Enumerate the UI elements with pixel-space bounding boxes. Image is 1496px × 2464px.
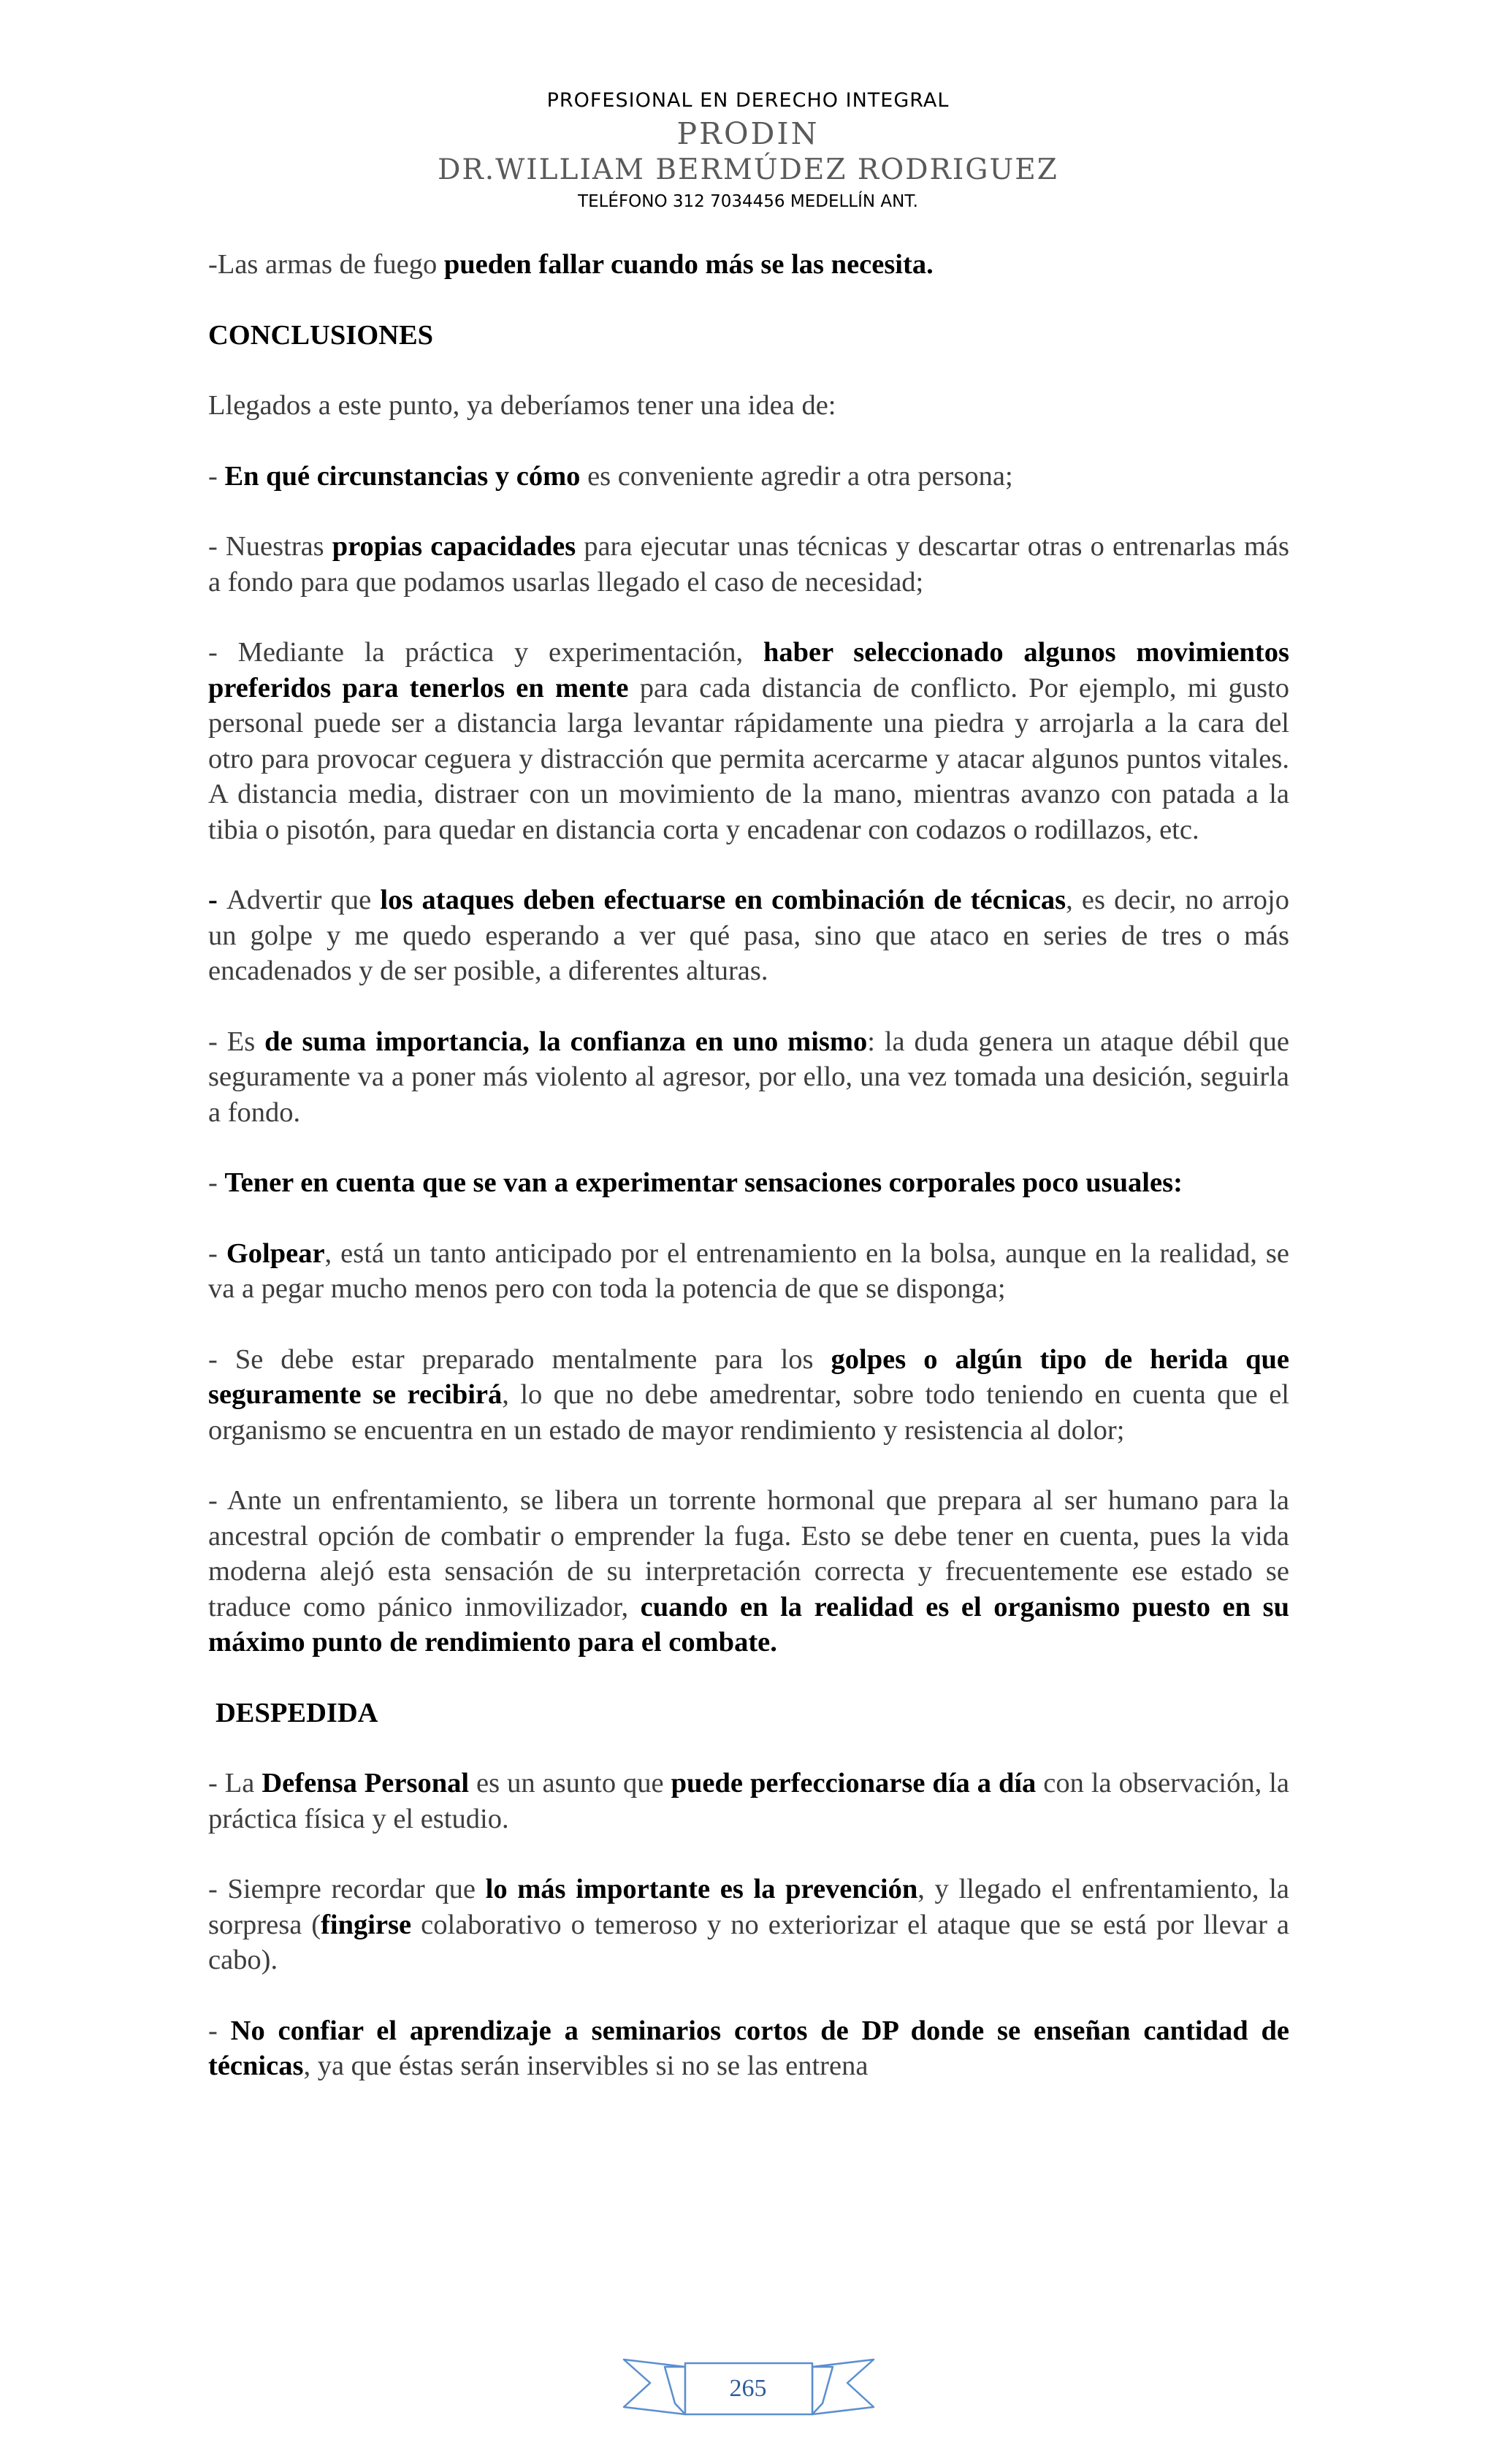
- bold-run: cuando en la realidad es el organismo puesto en su máximo punto de rendimiento para el combate.: [208, 1591, 1289, 1658]
- bold-run: fingirse: [321, 1909, 412, 1940]
- text-run: : la duda genera un ataque débil que seguramente va a poner más violento al agresor, por ello, una vez tomada una desición, seguirla a fondo.: [208, 1026, 1289, 1128]
- paragraph: [208, 388, 1289, 424]
- header-phone: TELÉFONO 312 7034456 MEDELLÍN ANT.: [578, 192, 918, 211]
- bold-run: No confiar el aprendizaje a seminarios cortos de DP donde se enseñan cantidad de técnicas: [208, 2015, 1289, 2081]
- text-run: - La: [208, 1768, 262, 1799]
- paragraph: [208, 1872, 1289, 1978]
- paragraph: [208, 1165, 1289, 1201]
- page-number: 265: [729, 2375, 767, 2402]
- text-run: Llegados a este punto, ya deberíamos tener una idea de:: [208, 390, 836, 421]
- text-run: - Ante un enfrentamiento, se libera un torrente hormonal que prepara al ser humano para la ancestral opción de combatir o emprender la fuga. Esto se debe tener en cuenta, pues la vida moderna alejó esta sensación de su interpretación correcta y frecuentemente ese estado se traduce como pánico inmovilizador,: [208, 1485, 1289, 1622]
- header-acronym: PRODIN: [676, 116, 820, 151]
- bold-run: puede perfeccionarse día a día: [671, 1768, 1037, 1799]
- paragraph: [208, 1342, 1289, 1449]
- text-run: -: [208, 1167, 225, 1198]
- text-run: -: [208, 2015, 231, 2046]
- text-run: colaborativo o temeroso y no exteriorizar el ataque que se está por llevar a cabo).: [208, 1909, 1289, 1975]
- bold-run: haber seleccionado algunos movimientos preferidos para tenerlos en mente: [208, 637, 1289, 703]
- bold-run: golpes o algún tipo de herida que seguramente se recibirá: [208, 1343, 1289, 1410]
- bold-run: Tener en cuenta que se van a experimentar sensaciones corporales poco usuales:: [224, 1167, 1183, 1198]
- text-run: - Es: [208, 1026, 265, 1057]
- header-author: DR.WILLIAM BERMÚDEZ RODRIGUEZ: [438, 153, 1058, 186]
- paragraph: [208, 1483, 1289, 1660]
- text-run: -Las armas de fuego: [208, 249, 444, 280]
- paragraph: [208, 882, 1289, 989]
- section-heading-conclusiones: CONCLUSIONES: [208, 319, 434, 351]
- paragraph: [208, 1236, 1289, 1307]
- bold-run: de suma importancia, la confianza en uno mismo: [264, 1026, 868, 1057]
- text-run: - Se debe estar preparado mentalmente para los: [208, 1343, 831, 1375]
- text-run: -: [208, 1237, 226, 1269]
- text-run: -: [208, 460, 225, 492]
- text-run: , ya que éstas serán inservibles si no se las entrena: [303, 2051, 869, 2081]
- page-header: [0, 86, 1496, 215]
- bold-run: -: [208, 885, 227, 915]
- text-run: con la observación, la práctica física y el estudio.: [208, 1768, 1289, 1834]
- text-run: , es decir, no arrojo un golpe y me quedo esperando a ver qué pasa, sino que ataco en series de tres o más encadenados y de ser posible, a diferentes alturas.: [208, 885, 1290, 986]
- bold-run: los ataques deben efectuarse en combinación de técnicas: [380, 885, 1066, 915]
- paragraph: [208, 459, 1289, 495]
- paragraph: [208, 529, 1289, 600]
- text-run: - Siempre recordar que: [208, 1874, 486, 1904]
- text-run: es conveniente agredir a otra persona;: [580, 460, 1013, 492]
- text-run: - Nuestras: [208, 531, 332, 562]
- bold-run: propias capacidades: [332, 531, 576, 562]
- bold-run: Defensa Personal: [262, 1768, 470, 1799]
- paragraph: [208, 1024, 1289, 1131]
- text-run: para ejecutar unas técnicas y descartar otras o entrenarlas más a fondo para que podamos usarlas llegado el caso de necesidad;: [208, 531, 1289, 598]
- bold-run: En qué circunstancias y cómo: [224, 460, 581, 492]
- bold-run: pueden fallar cuando más se las necesita.: [443, 249, 934, 280]
- text-run: para cada distancia de conflicto. Por ejemplo, mi gusto personal puede ser a distancia larga levantar rápidamente una piedra y arrojarla a la cara del otro para provocar ceguera y distracción que permita acercarme y atacar algunos puntos vitales. A distancia media, distraer con un movimiento de la mano, mientras avanzo con patada a la tibia o pisotón, para quedar en distancia corta y encadenar con codazos o rodillazos, etc.: [208, 672, 1290, 845]
- paragraph: [208, 2013, 1289, 2084]
- text-run: , lo que no debe amedrentar, sobre todo teniendo en cuenta que el organismo se encuentra en un estado de mayor rendimiento y resistencia al dolor;: [208, 1379, 1289, 1446]
- text-run: - Mediante la práctica y experimentación,: [208, 637, 763, 668]
- text-run: , está un tanto anticipado por el entrenamiento en la bolsa, aunque en la realidad, se va a pegar mucho menos pero con toda la potencia de que se disponga;: [208, 1237, 1289, 1304]
- section-heading-despedida: DESPEDIDA: [215, 1697, 378, 1728]
- paragraph: [208, 635, 1289, 847]
- bold-run: Golpear: [226, 1237, 325, 1269]
- paragraph: [208, 247, 1289, 283]
- text-run: es un asunto que: [469, 1768, 671, 1799]
- text-run: Advertir que: [226, 885, 381, 915]
- header-firm-line: PROFESIONAL EN DERECHO INTEGRAL: [546, 89, 950, 112]
- bold-run: lo más importante es la prevención: [485, 1874, 918, 1904]
- document-body: [208, 247, 1289, 2119]
- text-run: , y llegado el enfrentamiento, la sorpresa (: [208, 1874, 1289, 1940]
- paragraph: [208, 1766, 1289, 1836]
